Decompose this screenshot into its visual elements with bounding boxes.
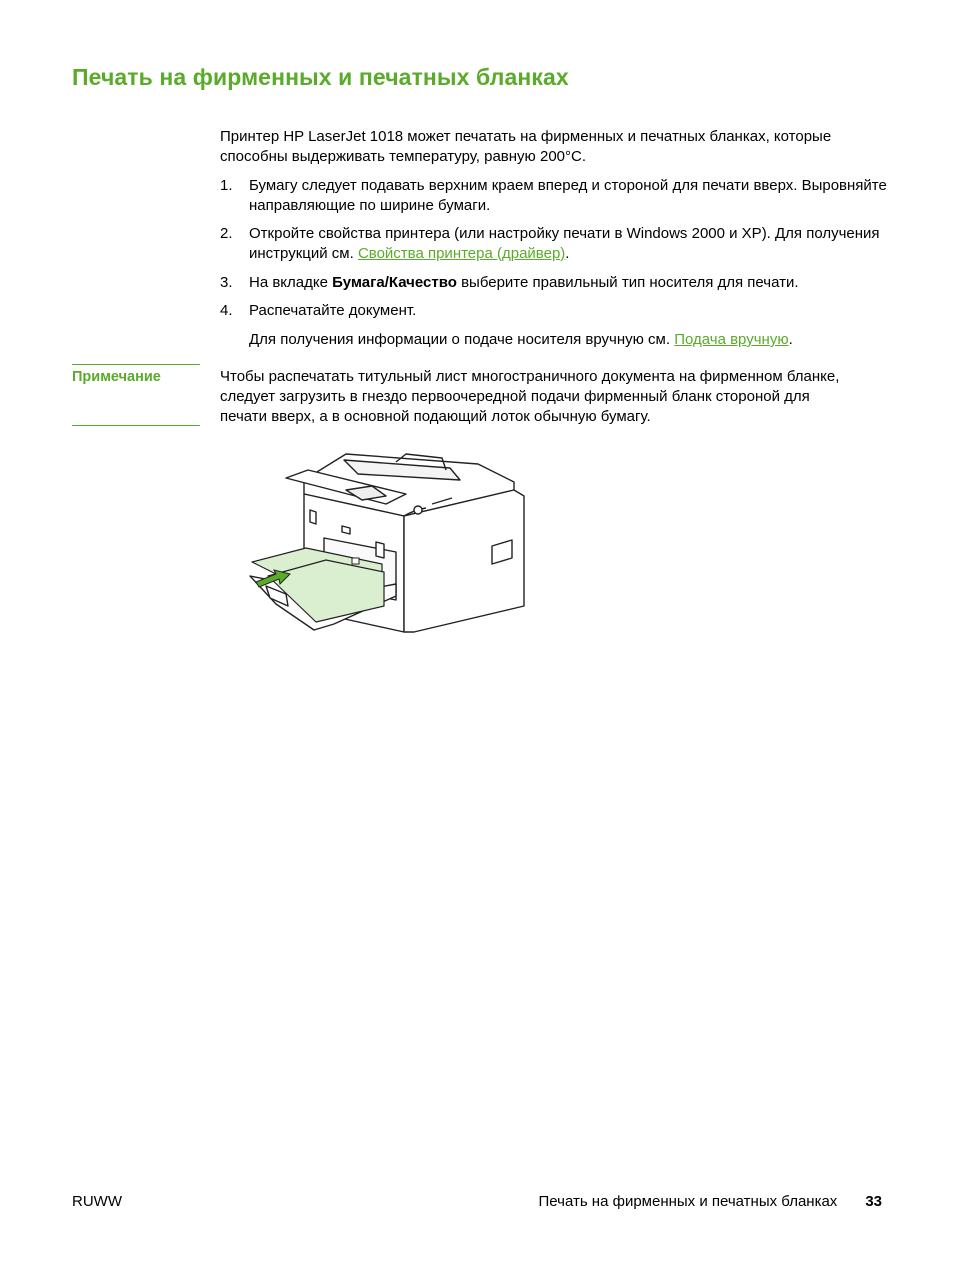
tab-name-bold: Бумага/Качество: [332, 274, 457, 291]
step-number: 1.: [220, 177, 233, 194]
intro-paragraph: Принтер HP LaserJet 1018 может печатать на фирменных и печатных бланках, которые способны выдерживать температуру, равную 200°C.: [220, 128, 832, 165]
printer-properties-link[interactable]: Свойства принтера (драйвер): [357, 245, 566, 262]
step-text: Распечатайте документ.: [249, 302, 417, 319]
step-text-after: .: [565, 245, 570, 262]
list-item: [220, 224, 890, 264]
note-label: Примечание: [72, 369, 161, 385]
note-text: Чтобы распечатать титульный лист многостраничного документа на фирменном бланке, следует загрузить в гнездо первоочередной подачи фирменный бланк стороной для печати вверх, а в основной подающий лоток обычную бумагу.: [220, 368, 840, 425]
reference-text-after: .: [788, 331, 793, 348]
step-number: 4.: [220, 302, 233, 319]
footer-section-title: Печать на фирменных и печатных бланках: [538, 1193, 838, 1210]
step-text: [249, 273, 890, 293]
footer-section: [539, 1193, 883, 1210]
step-text: Бумагу следует подавать верхним краем вперед и стороной для печати вверх. Выровняйте направляющие по ширине бумаги.: [249, 177, 887, 214]
printer-loading-paper-icon: [246, 446, 530, 636]
step-text-before: На вкладке: [249, 274, 333, 291]
step-number: 3.: [220, 274, 233, 291]
step-text-before: Откройте свойства принтера (или настройку печати в Windows 2000 и XP). Для получения инструкций см.: [249, 225, 880, 262]
page-number: 33: [865, 1193, 882, 1210]
list-item: [220, 273, 890, 293]
note-divider-top: [72, 364, 200, 365]
list-item: [220, 176, 890, 216]
footer-label: RUWW: [72, 1193, 122, 1210]
manual-feed-reference: [249, 330, 793, 350]
step-number: 2.: [220, 225, 233, 242]
manual-feed-link[interactable]: Подача вручную: [674, 331, 789, 348]
reference-text-before: Для получения информации о подаче носителя вручную см.: [249, 331, 675, 348]
note-divider-bottom: [72, 425, 200, 426]
step-text-after: выберите правильный тип носителя для печати.: [456, 274, 799, 291]
step-text: [249, 224, 890, 264]
page-title: Печать на фирменных и печатных бланках: [72, 64, 569, 90]
list-item: [220, 301, 890, 321]
